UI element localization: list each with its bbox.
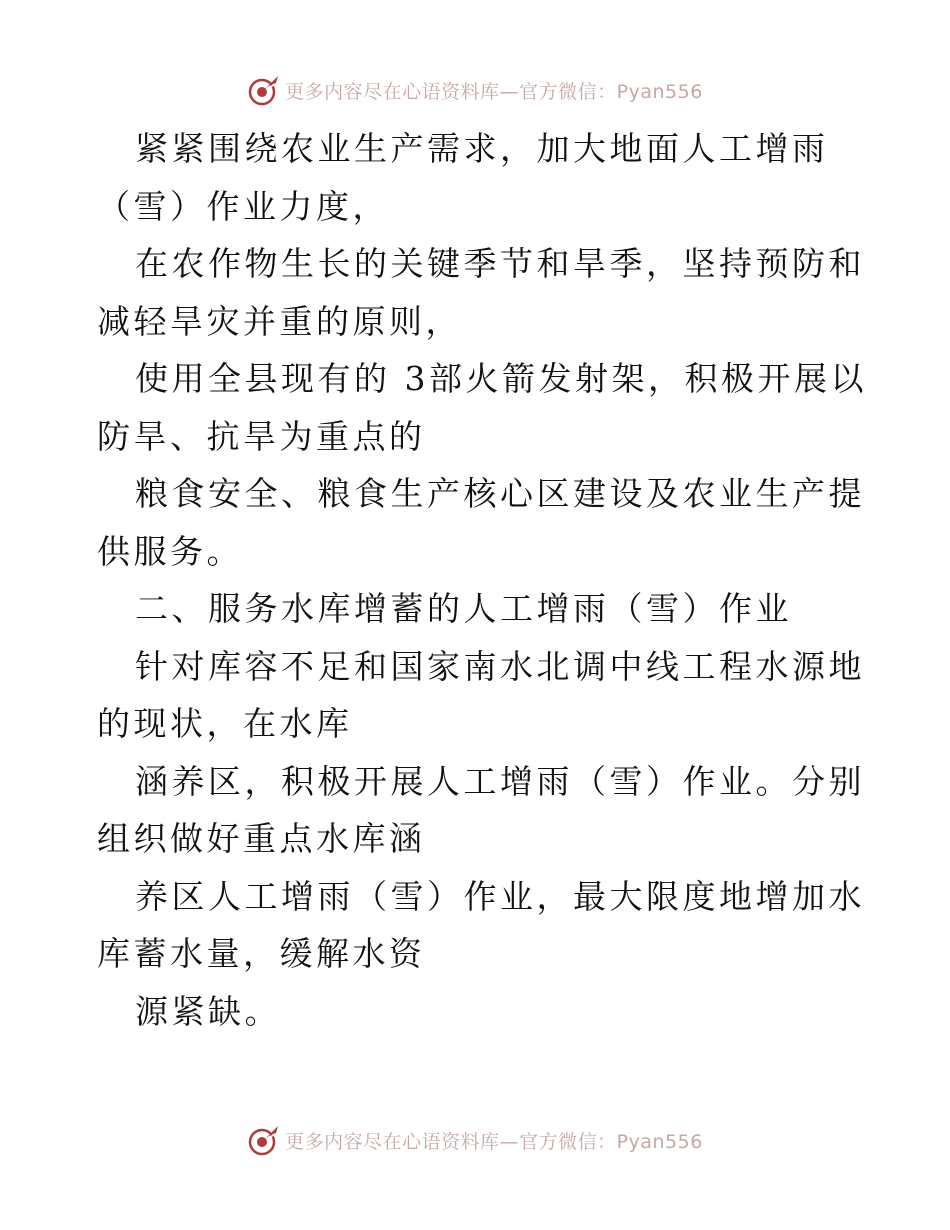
header-banner-text: 更多内容尽在心语资料库—官方微信：Pyan556 [285, 80, 703, 103]
footer-banner [0, 1120, 950, 1160]
feather-seal-icon [247, 1123, 281, 1157]
paragraph-2: 在农作物生长的关键季节和旱季，坚持预防和减轻旱灾并重的原则， [97, 244, 865, 341]
section-heading: 二、服务水库增蓄的人工增雨（雪）作业 [135, 589, 792, 628]
paragraph-6: 涵养区，积极开展人工增雨（雪）作业。分别组织做好重点水库涵 [97, 761, 865, 858]
paragraph-5: 针对库容不足和国家南水北调中线工程水源地的现状，在水库 [97, 646, 865, 743]
paragraph-8: 源紧缺。 [135, 991, 281, 1031]
document-body [97, 120, 867, 1040]
header-banner [0, 70, 950, 110]
paragraph-7: 养区人工增雨（雪）作业，最大限度地增加水库蓄水量，缓解水资 [97, 876, 865, 973]
feather-seal-icon [247, 73, 281, 107]
footer-banner-text: 更多内容尽在心语资料库—官方微信：Pyan556 [285, 1130, 703, 1153]
paragraph-3: 使用全县现有的 3部火箭发射架，积极开展以防旱、抗旱为重点的 [97, 359, 867, 456]
paragraph-1: 紧紧围绕农业生产需求，加大地面人工增雨（雪）作业力度， [97, 129, 829, 226]
paragraph-4: 粮食安全、粮食生产核心区建设及农业生产提供服务。 [97, 474, 865, 571]
